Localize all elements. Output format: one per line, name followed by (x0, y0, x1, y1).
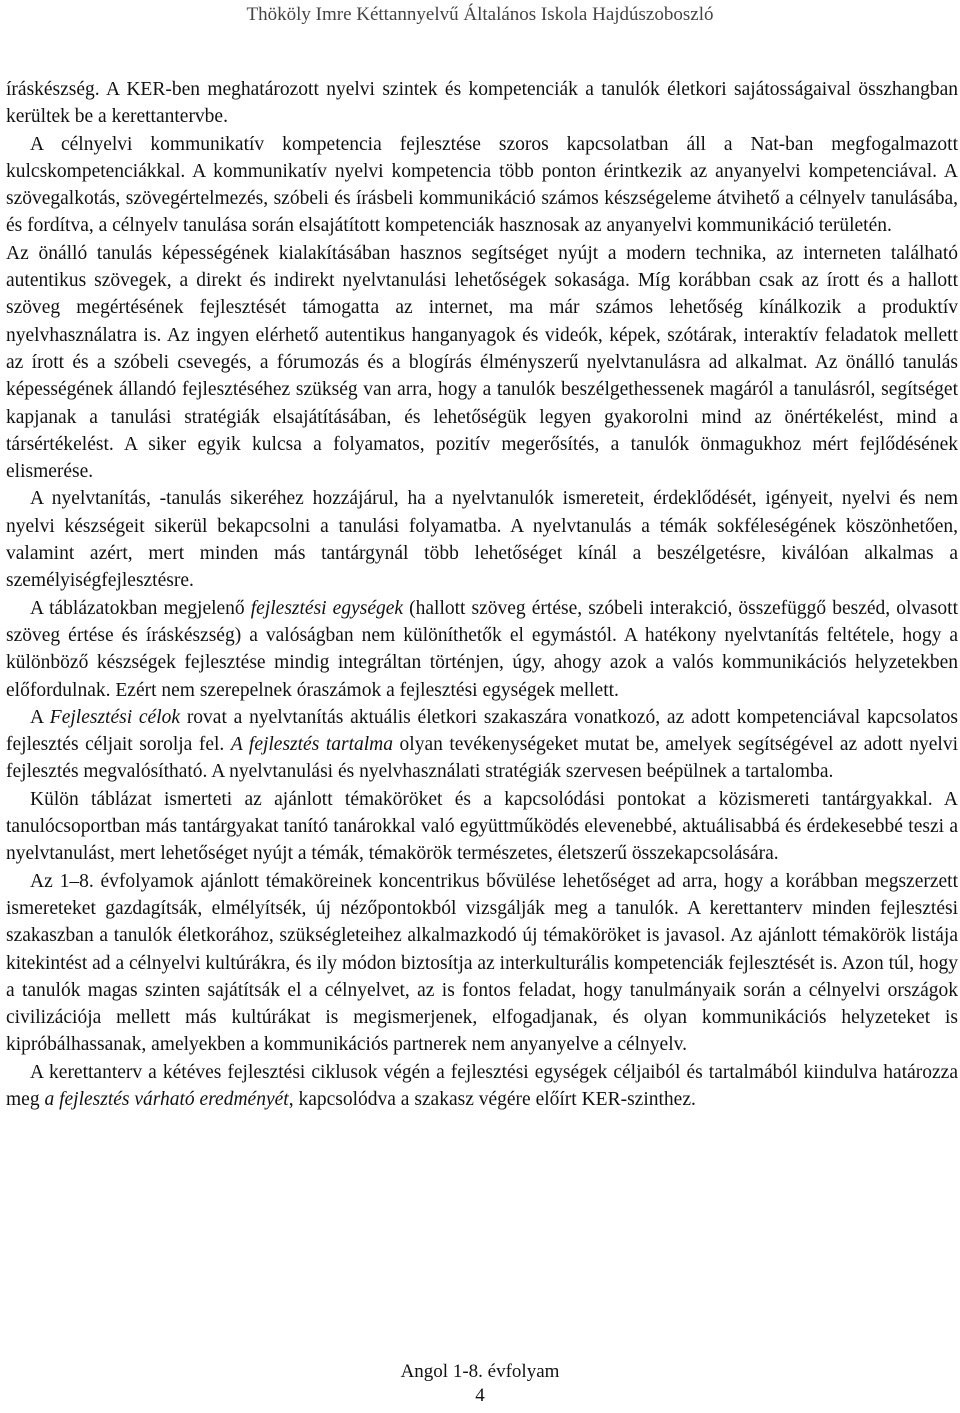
page-number: 4 (475, 1385, 485, 1406)
text-segment: A célnyelvi kommunikatív kompetencia fejlesztése szoros kapcsolatban áll a Nat-ban megfogalmazott kulcskompetenciákkal. A kommunikatív nyelvi kompetencia több ponton érintkezik az anyanyelvi kompetenciával. A szövegalkotás, szövegértelmezés, szóbeli és írásbeli kommunikáció számos készségeleme átvihető a célnyelv tanulásába, és fordítva, a célnyelv tanulása során elsajátított kompetenciák hasznosak az anyanyelvi kommunikáció területén. (6, 133, 958, 237)
italic-term: A fejlesztés tartalma (230, 734, 393, 756)
text-segment: A táblázatokban megjelenő (30, 597, 251, 619)
text-segment: rovat a nyelvtanítás aktuális életkori szakaszára vonatkozó, az adott kompetenciával kapcsolatos fejlesztés céljait sorolja fel. (6, 706, 958, 756)
text-segment: Külön táblázat ismerteti az ajánlott témaköröket és a kapcsolódási pontokat a közismereti tantárgyakkal. A tanulócsoportban más tantárgyakat tanító tanárokkal való együttműködés elevenebbé, aktuálisabbá és érdekesebbé teszi a nyelvtanulást, mert lehetőséget nyújt a témák, témakörök természetes, életszerű összekapcsolására. (6, 788, 958, 865)
paragraph-p3 (6, 240, 958, 486)
footer-subject: Angol 1-8. évfolyam (400, 1361, 560, 1382)
paragraph-p9 (6, 1059, 958, 1114)
text-segment: íráskészség. A KER-ben meghatározott nyelvi szintek és kompetenciák a tanulók életkori sajátosságaival összhangban kerültek be a kerettantervbe. (6, 79, 958, 128)
paragraph-p2 (6, 131, 958, 240)
text-segment: A (30, 706, 50, 728)
text-segment: Az önálló tanulás képességének kialakításában hasznos segítséget nyújt a modern technika, az interneten található autentikus szövegek, a direkt és indirekt nyelvtanulási lehetőségek sokasága. Míg korábban csak az írott és a hallott szöveg megértésének fejlesztését támogatta az internet, ma már számos lehetőség kínálkozik a produktív nyelvhasználatra is. Az ingyen elérhető autentikus hanganyagok és videók, képek, szótárak, interaktív feladatok mellett az írott és a szóbeli csevegés, a fórumozás és a blogírás élményszerű nyelvtanulásra ad alkalmat. Az önálló tanulás képességének állandó fejlesztéséhez szükség van arra, hogy a tanulók beszélgethessenek magáról a tanulásról, segítséget kapjanak a tanulási stratégiák elsajátításában, és lehetőségük legyen gyakorolni mind az önértékelést, mind a társértékelést. A siker egyik kulcsa a folyamatos, pozitív megerősítés, a tanulók önmagukhoz mért fejlődésének elismerése. (6, 242, 958, 483)
text-segment: A nyelvtanítás, -tanulás sikeréhez hozzájárul, ha a nyelvtanulók ismereteit, érdeklődését, igényeit, nyelvi és nem nyelvi készségeit sikerül bekapcsolni a tanulási folyamatba. A nyelvtanulás a témák sokféleségének köszönhetően, valamint azért, mert minden más tantárgynál több lehetőséget kínál a beszélgetésre, kiválóan alkalmas a személyiségfejlesztésre. (6, 488, 958, 592)
document-body (6, 76, 958, 1113)
italic-term: fejlesztési egységek (250, 597, 404, 619)
paragraph-p5 (6, 595, 958, 704)
italic-term: a fejlesztés várható eredményét (44, 1088, 289, 1110)
text-segment: (hallott szöveg értése, szóbeli interakció, összefüggő beszéd, olvasott szöveg értése és íráskészség) a valóságban nem különíthetők el egymástól. A hatékony nyelvtanítás feltétele, hogy a különböző készségek fejlesztése mindig integráltan történjen, úgy, ahogy azok a valós kommunikációs helyzetekben előfordulnak. Ezért nem szerepelnek óraszámok a fejlesztési egységek mellett. (6, 597, 958, 701)
italic-term: Fejlesztési célok (49, 706, 181, 728)
school-name: Thököly Imre Kéttannyelvű Általános Iskola Hajdúszoboszló (246, 4, 714, 25)
text-segment: Az 1–8. évfolyamok ajánlott témaköreinek koncentrikus bővülése lehetőséget ad arra, hogy a korábban megszerzett ismereteket gazdagítsák, elmélyítsék, új nézőpontokból vizsgálják meg a tanulók. A kerettanterv minden fejlesztési szakaszban a tanulók életkorához, szükségleteihez alkalmazkodó új témaköröket is javasol. Az ajánlott témakörök listája kitekintést ad a célnyelvi kultúrákra, és ily módon biztosítja az interkulturális kompetenciák fejlesztését is. Azon túl, hogy a tanulók magas szinten sajátítsák el a célnyelvet, az is fontos feladat, hogy tanulmányaik során a célnyelvi országok civilizációja mellett más kultúrákat is megismerjenek, elfogadjanak, és olyan kommunikációs helyzeteket is kipróbálhassanak, amelyekben a kommunikációs partnerek nem anyanyelve a célnyelv. (6, 870, 958, 1056)
page-footer (0, 1360, 960, 1408)
paragraph-p1 (6, 76, 958, 131)
paragraph-p4 (6, 485, 958, 594)
paragraph-p6 (6, 704, 958, 786)
text-segment: olyan tevékenységeket mutat be, amelyek segítségével az adott nyelvi fejlesztés megvalósítható. A nyelvtanulási és nyelvhasználati stratégiák szervesen beépülnek a tartalomba. (6, 734, 958, 783)
paragraph-p8 (6, 868, 958, 1059)
page-header (0, 4, 960, 26)
paragraph-p7 (6, 786, 958, 868)
text-segment: , kapcsolódva a szakasz végére előírt KER-szinthez. (288, 1088, 696, 1110)
text-segment: A kerettanterv a kétéves fejlesztési ciklusok végén a fejlesztési egységek céljaiból és tartalmából kiindulva határozza meg (6, 1061, 958, 1110)
